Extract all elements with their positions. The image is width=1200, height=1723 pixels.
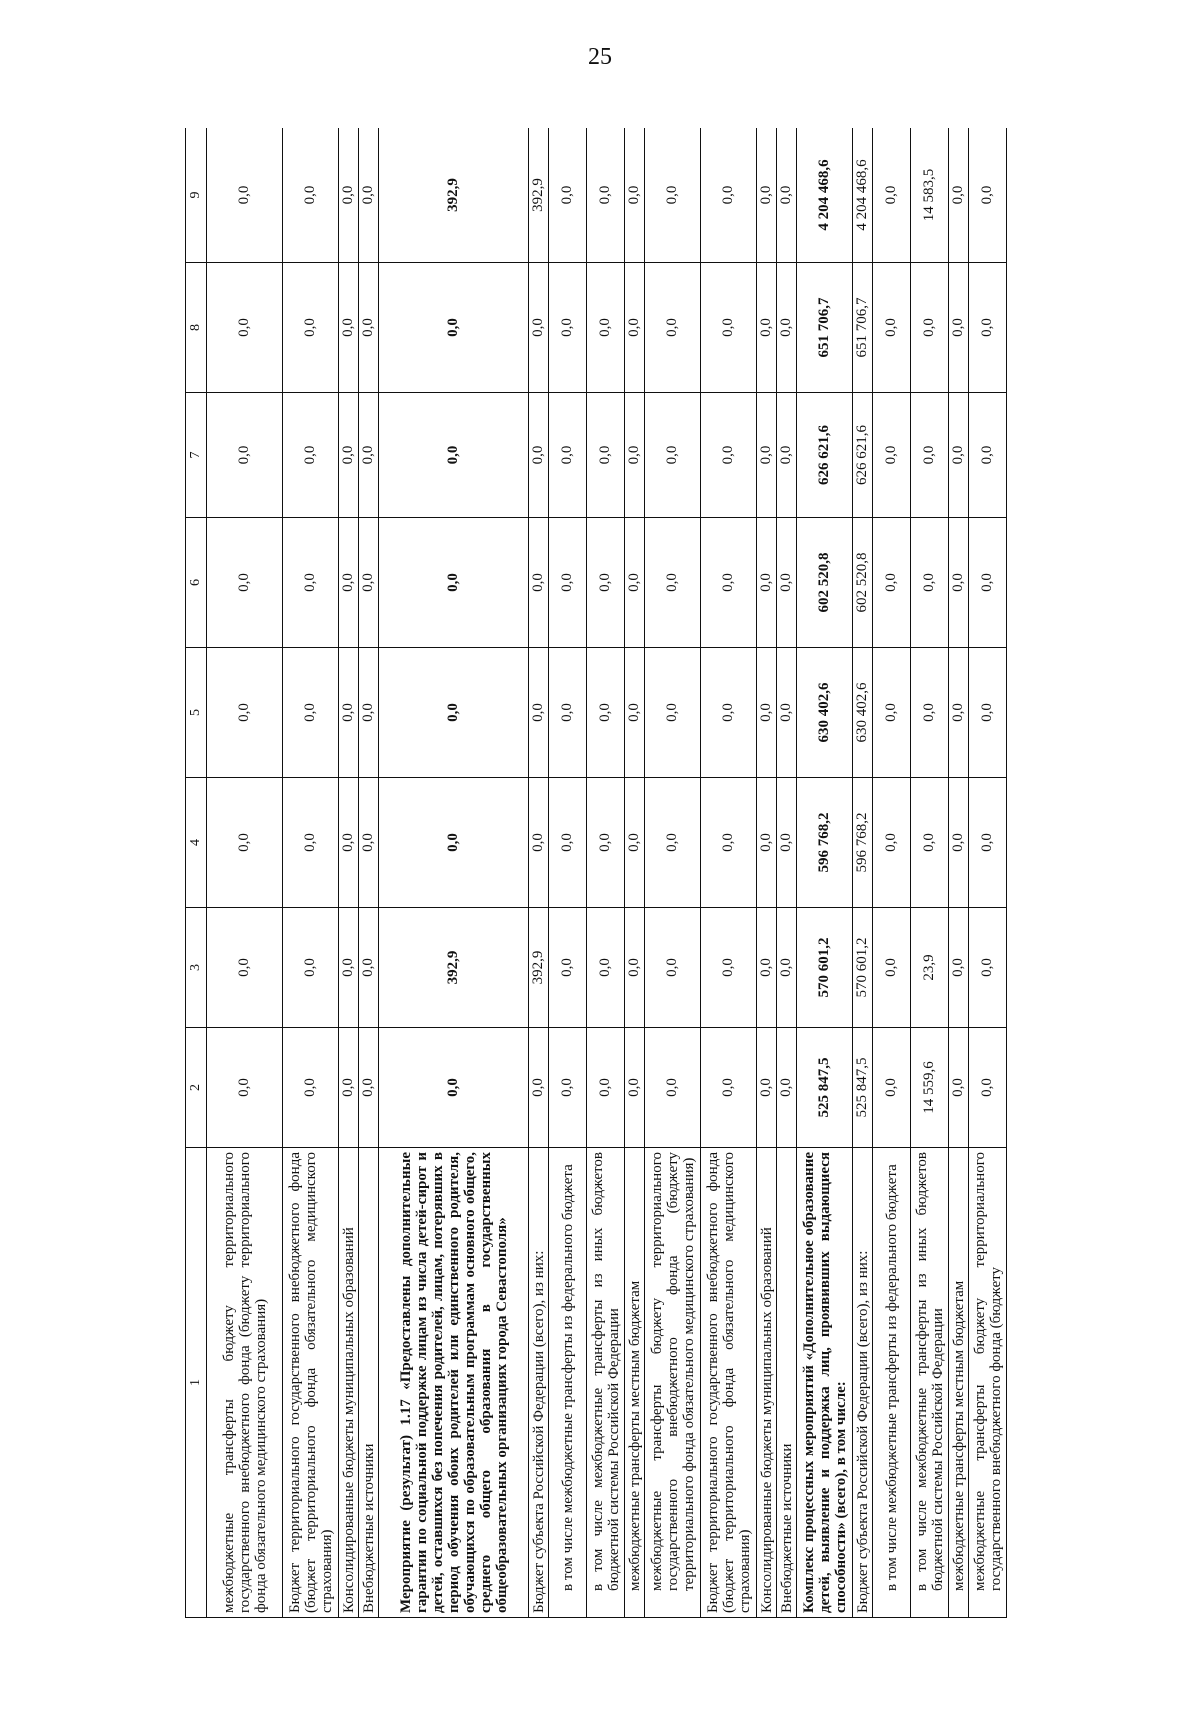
value-cell: 0,0 bbox=[359, 1028, 379, 1148]
table-row bbox=[549, 128, 587, 1618]
row-label: Бюджет территориального государственного внебюджетного фонда (бюджет территориального фонда обязательного медицинского страхования) bbox=[283, 1148, 339, 1618]
column-header: 7 bbox=[186, 393, 207, 518]
value-cell: 0,0 bbox=[969, 778, 1007, 908]
value-cell: 0,0 bbox=[625, 1028, 645, 1148]
value-cell: 0,0 bbox=[645, 908, 701, 1028]
column-header: 1 bbox=[186, 1148, 207, 1618]
value-cell: 0,0 bbox=[379, 393, 529, 518]
value-cell: 0,0 bbox=[757, 648, 777, 778]
value-cell: 0,0 bbox=[359, 128, 379, 263]
value-cell: 0,0 bbox=[777, 778, 797, 908]
value-cell: 0,0 bbox=[339, 908, 359, 1028]
value-cell: 392,9 bbox=[379, 908, 529, 1028]
value-cell: 630 402,6 bbox=[853, 648, 873, 778]
value-cell: 0,0 bbox=[587, 393, 625, 518]
value-cell: 0,0 bbox=[757, 908, 777, 1028]
table-row bbox=[625, 128, 645, 1618]
value-cell: 0,0 bbox=[911, 263, 949, 393]
value-cell: 14 583,5 bbox=[911, 128, 949, 263]
value-cell: 0,0 bbox=[587, 263, 625, 393]
value-cell: 0,0 bbox=[757, 128, 777, 263]
value-cell: 0,0 bbox=[339, 648, 359, 778]
value-cell: 596 768,2 bbox=[797, 778, 853, 908]
table-row bbox=[283, 128, 339, 1618]
value-cell: 0,0 bbox=[949, 908, 969, 1028]
value-cell: 0,0 bbox=[283, 908, 339, 1028]
value-cell: 0,0 bbox=[587, 778, 625, 908]
value-cell: 0,0 bbox=[207, 648, 283, 778]
value-cell: 0,0 bbox=[873, 393, 911, 518]
value-cell: 0,0 bbox=[701, 393, 757, 518]
value-cell: 0,0 bbox=[645, 648, 701, 778]
value-cell: 0,0 bbox=[549, 263, 587, 393]
table-row bbox=[949, 128, 969, 1618]
value-cell: 0,0 bbox=[645, 263, 701, 393]
value-cell: 651 706,7 bbox=[853, 263, 873, 393]
value-cell: 392,9 bbox=[529, 128, 549, 263]
value-cell: 0,0 bbox=[949, 263, 969, 393]
value-cell: 630 402,6 bbox=[797, 648, 853, 778]
value-cell: 0,0 bbox=[949, 128, 969, 263]
row-label: Мероприятие (результат) 1.17 «Предоставлены дополнительные гарантии по социальной поддержке лицам из числа детей-сирот и детей, оставшихся без попечения родителей, лицам, потерявших в период обучения обоих родителей или единственного родителя, обучающихся по образовательным программам основного общего, среднего общего образования в государственных общеобразовательных организациях города Севастополя» bbox=[379, 1148, 529, 1618]
value-cell: 602 520,8 bbox=[853, 518, 873, 648]
value-cell: 14 559,6 bbox=[911, 1028, 949, 1148]
value-cell: 0,0 bbox=[873, 1028, 911, 1148]
row-label: Внебюджетные источники bbox=[777, 1148, 797, 1618]
row-label: Комплекс процессных мероприятий «Дополнительное образование детей, выявление и поддержка лиц, проявивших выдающиеся способности» (всего), в том числе: bbox=[797, 1148, 853, 1618]
value-cell: 0,0 bbox=[645, 778, 701, 908]
value-cell: 0,0 bbox=[949, 1028, 969, 1148]
row-label: межбюджетные трансферты бюджету территориального государственного внебюджетного фонда (бюджету bbox=[969, 1148, 1007, 1618]
value-cell: 0,0 bbox=[549, 393, 587, 518]
value-cell: 0,0 bbox=[701, 648, 757, 778]
value-cell: 0,0 bbox=[359, 518, 379, 648]
value-cell: 0,0 bbox=[207, 518, 283, 648]
row-label: межбюджетные трансферты местным бюджетам bbox=[949, 1148, 969, 1618]
value-cell: 0,0 bbox=[701, 1028, 757, 1148]
value-cell: 23,9 bbox=[911, 908, 949, 1028]
table-row bbox=[853, 128, 873, 1618]
column-header: 8 bbox=[186, 263, 207, 393]
value-cell: 0,0 bbox=[969, 648, 1007, 778]
value-cell: 0,0 bbox=[625, 263, 645, 393]
value-cell: 0,0 bbox=[701, 128, 757, 263]
value-cell: 0,0 bbox=[645, 393, 701, 518]
table-row bbox=[797, 128, 853, 1618]
table-row bbox=[777, 128, 797, 1618]
row-label: в том числе межбюджетные трансферты из иных бюджетов бюджетной системы Российской Федерации bbox=[911, 1148, 949, 1618]
value-cell: 0,0 bbox=[359, 908, 379, 1028]
rotated-table-content bbox=[185, 128, 1139, 1618]
value-cell: 0,0 bbox=[969, 263, 1007, 393]
header-row bbox=[186, 128, 207, 1618]
value-cell: 0,0 bbox=[587, 648, 625, 778]
value-cell: 0,0 bbox=[701, 518, 757, 648]
value-cell: 0,0 bbox=[529, 1028, 549, 1148]
budget-table bbox=[185, 128, 1007, 1618]
value-cell: 0,0 bbox=[625, 128, 645, 263]
row-label: в том числе межбюджетные трансферты из федерального бюджета bbox=[549, 1148, 587, 1618]
value-cell: 0,0 bbox=[283, 778, 339, 908]
value-cell: 0,0 bbox=[339, 1028, 359, 1148]
value-cell: 0,0 bbox=[645, 1028, 701, 1148]
value-cell: 0,0 bbox=[283, 393, 339, 518]
value-cell: 0,0 bbox=[777, 393, 797, 518]
value-cell: 0,0 bbox=[777, 648, 797, 778]
column-header: 2 bbox=[186, 1028, 207, 1148]
value-cell: 0,0 bbox=[777, 908, 797, 1028]
value-cell: 0,0 bbox=[969, 393, 1007, 518]
row-label: межбюджетные трансферты местным бюджетам bbox=[625, 1148, 645, 1618]
value-cell: 570 601,2 bbox=[853, 908, 873, 1028]
row-label: Консолидированные бюджеты муниципальных образований bbox=[339, 1148, 359, 1618]
value-cell: 0,0 bbox=[757, 1028, 777, 1148]
value-cell: 4 204 468,6 bbox=[797, 128, 853, 263]
value-cell: 0,0 bbox=[873, 908, 911, 1028]
value-cell: 0,0 bbox=[645, 128, 701, 263]
value-cell: 0,0 bbox=[359, 648, 379, 778]
value-cell: 0,0 bbox=[549, 908, 587, 1028]
value-cell: 0,0 bbox=[949, 518, 969, 648]
value-cell: 0,0 bbox=[873, 518, 911, 648]
value-cell: 0,0 bbox=[339, 128, 359, 263]
value-cell: 0,0 bbox=[587, 908, 625, 1028]
row-label: в том числе межбюджетные трансферты из федерального бюджета bbox=[873, 1148, 911, 1618]
value-cell: 0,0 bbox=[911, 778, 949, 908]
table-row bbox=[379, 128, 529, 1618]
value-cell: 0,0 bbox=[969, 1028, 1007, 1148]
value-cell: 0,0 bbox=[207, 1028, 283, 1148]
table-row bbox=[757, 128, 777, 1618]
value-cell: 0,0 bbox=[359, 393, 379, 518]
value-cell: 0,0 bbox=[207, 263, 283, 393]
value-cell: 0,0 bbox=[777, 263, 797, 393]
table-row bbox=[911, 128, 949, 1618]
value-cell: 0,0 bbox=[529, 778, 549, 908]
value-cell: 0,0 bbox=[207, 128, 283, 263]
column-header: 4 bbox=[186, 778, 207, 908]
value-cell: 0,0 bbox=[701, 263, 757, 393]
value-cell: 0,0 bbox=[207, 778, 283, 908]
column-header: 5 bbox=[186, 648, 207, 778]
value-cell: 651 706,7 bbox=[797, 263, 853, 393]
value-cell: 0,0 bbox=[283, 1028, 339, 1148]
value-cell: 0,0 bbox=[757, 263, 777, 393]
table-row bbox=[339, 128, 359, 1618]
value-cell: 0,0 bbox=[625, 648, 645, 778]
value-cell: 392,9 bbox=[379, 128, 529, 263]
table-row bbox=[873, 128, 911, 1618]
value-cell: 0,0 bbox=[587, 1028, 625, 1148]
value-cell: 0,0 bbox=[701, 908, 757, 1028]
value-cell: 0,0 bbox=[701, 778, 757, 908]
value-cell: 626 621,6 bbox=[797, 393, 853, 518]
value-cell: 0,0 bbox=[207, 908, 283, 1028]
table-row bbox=[701, 128, 757, 1618]
value-cell: 0,0 bbox=[339, 518, 359, 648]
value-cell: 0,0 bbox=[379, 648, 529, 778]
value-cell: 0,0 bbox=[379, 778, 529, 908]
table-row bbox=[969, 128, 1007, 1618]
column-header: 3 bbox=[186, 908, 207, 1028]
value-cell: 0,0 bbox=[549, 648, 587, 778]
page-number: 25 bbox=[588, 44, 612, 70]
value-cell: 0,0 bbox=[873, 778, 911, 908]
table-row bbox=[587, 128, 625, 1618]
value-cell: 0,0 bbox=[969, 518, 1007, 648]
table-header bbox=[186, 128, 207, 1618]
column-header: 6 bbox=[186, 518, 207, 648]
value-cell: 0,0 bbox=[777, 518, 797, 648]
value-cell: 0,0 bbox=[625, 393, 645, 518]
row-label: Бюджет субъекта Российской Федерации (всего), из них: bbox=[853, 1148, 873, 1618]
value-cell: 0,0 bbox=[339, 263, 359, 393]
value-cell: 0,0 bbox=[549, 518, 587, 648]
value-cell: 602 520,8 bbox=[797, 518, 853, 648]
value-cell: 596 768,2 bbox=[853, 778, 873, 908]
value-cell: 0,0 bbox=[339, 778, 359, 908]
row-label: Консолидированные бюджеты муниципальных образований bbox=[757, 1148, 777, 1618]
table-row bbox=[645, 128, 701, 1618]
value-cell: 0,0 bbox=[949, 648, 969, 778]
value-cell: 570 601,2 bbox=[797, 908, 853, 1028]
value-cell: 0,0 bbox=[777, 128, 797, 263]
value-cell: 0,0 bbox=[529, 648, 549, 778]
value-cell: 0,0 bbox=[587, 128, 625, 263]
value-cell: 525 847,5 bbox=[853, 1028, 873, 1148]
row-label: Внебюджетные источники bbox=[359, 1148, 379, 1618]
value-cell: 0,0 bbox=[587, 518, 625, 648]
table-row bbox=[359, 128, 379, 1618]
value-cell: 0,0 bbox=[911, 648, 949, 778]
value-cell: 0,0 bbox=[379, 1028, 529, 1148]
value-cell: 0,0 bbox=[969, 908, 1007, 1028]
value-cell: 0,0 bbox=[283, 648, 339, 778]
value-cell: 0,0 bbox=[625, 908, 645, 1028]
value-cell: 0,0 bbox=[645, 518, 701, 648]
value-cell: 0,0 bbox=[549, 778, 587, 908]
value-cell: 0,0 bbox=[757, 393, 777, 518]
value-cell: 0,0 bbox=[529, 263, 549, 393]
row-label: Бюджет субъекта Российской Федерации (всего), из них: bbox=[529, 1148, 549, 1618]
value-cell: 525 847,5 bbox=[797, 1028, 853, 1148]
value-cell: 0,0 bbox=[283, 263, 339, 393]
value-cell: 0,0 bbox=[549, 1028, 587, 1148]
value-cell: 0,0 bbox=[379, 263, 529, 393]
value-cell: 392,9 bbox=[529, 908, 549, 1028]
column-header: 9 bbox=[186, 128, 207, 263]
value-cell: 0,0 bbox=[359, 778, 379, 908]
value-cell: 0,0 bbox=[949, 393, 969, 518]
value-cell: 0,0 bbox=[911, 393, 949, 518]
value-cell: 0,0 bbox=[625, 778, 645, 908]
value-cell: 0,0 bbox=[283, 518, 339, 648]
rotated-table-area bbox=[185, 128, 1139, 1618]
table-body bbox=[207, 128, 1007, 1618]
value-cell: 0,0 bbox=[969, 128, 1007, 263]
value-cell: 0,0 bbox=[911, 518, 949, 648]
row-label: Бюджет территориального государственного внебюджетного фонда (бюджет территориального фонда обязательного медицинского страхования) bbox=[701, 1148, 757, 1618]
value-cell: 0,0 bbox=[359, 263, 379, 393]
value-cell: 0,0 bbox=[339, 393, 359, 518]
value-cell: 0,0 bbox=[873, 263, 911, 393]
value-cell: 0,0 bbox=[283, 128, 339, 263]
value-cell: 4 204 468,6 bbox=[853, 128, 873, 263]
value-cell: 0,0 bbox=[777, 1028, 797, 1148]
value-cell: 0,0 bbox=[873, 648, 911, 778]
value-cell: 0,0 bbox=[529, 393, 549, 518]
row-label: межбюджетные трансферты бюджету территориального государственного внебюджетного фонда (бюджету территориального фонда обязательного медицинского страхования) bbox=[207, 1148, 283, 1618]
value-cell: 0,0 bbox=[757, 518, 777, 648]
value-cell: 0,0 bbox=[873, 128, 911, 263]
value-cell: 0,0 bbox=[625, 518, 645, 648]
value-cell: 0,0 bbox=[207, 393, 283, 518]
row-label: в том числе межбюджетные трансферты из иных бюджетов бюджетной системы Российской Федерации bbox=[587, 1148, 625, 1618]
value-cell: 0,0 bbox=[549, 128, 587, 263]
value-cell: 626 621,6 bbox=[853, 393, 873, 518]
table-row bbox=[207, 128, 283, 1618]
value-cell: 0,0 bbox=[379, 518, 529, 648]
table-row bbox=[529, 128, 549, 1618]
row-label: межбюджетные трансферты бюджету территориального государственного внебюджетного фонда (бюджету территориального фонда обязательного медицинского страхования) bbox=[645, 1148, 701, 1618]
value-cell: 0,0 bbox=[529, 518, 549, 648]
value-cell: 0,0 bbox=[757, 778, 777, 908]
value-cell: 0,0 bbox=[949, 778, 969, 908]
